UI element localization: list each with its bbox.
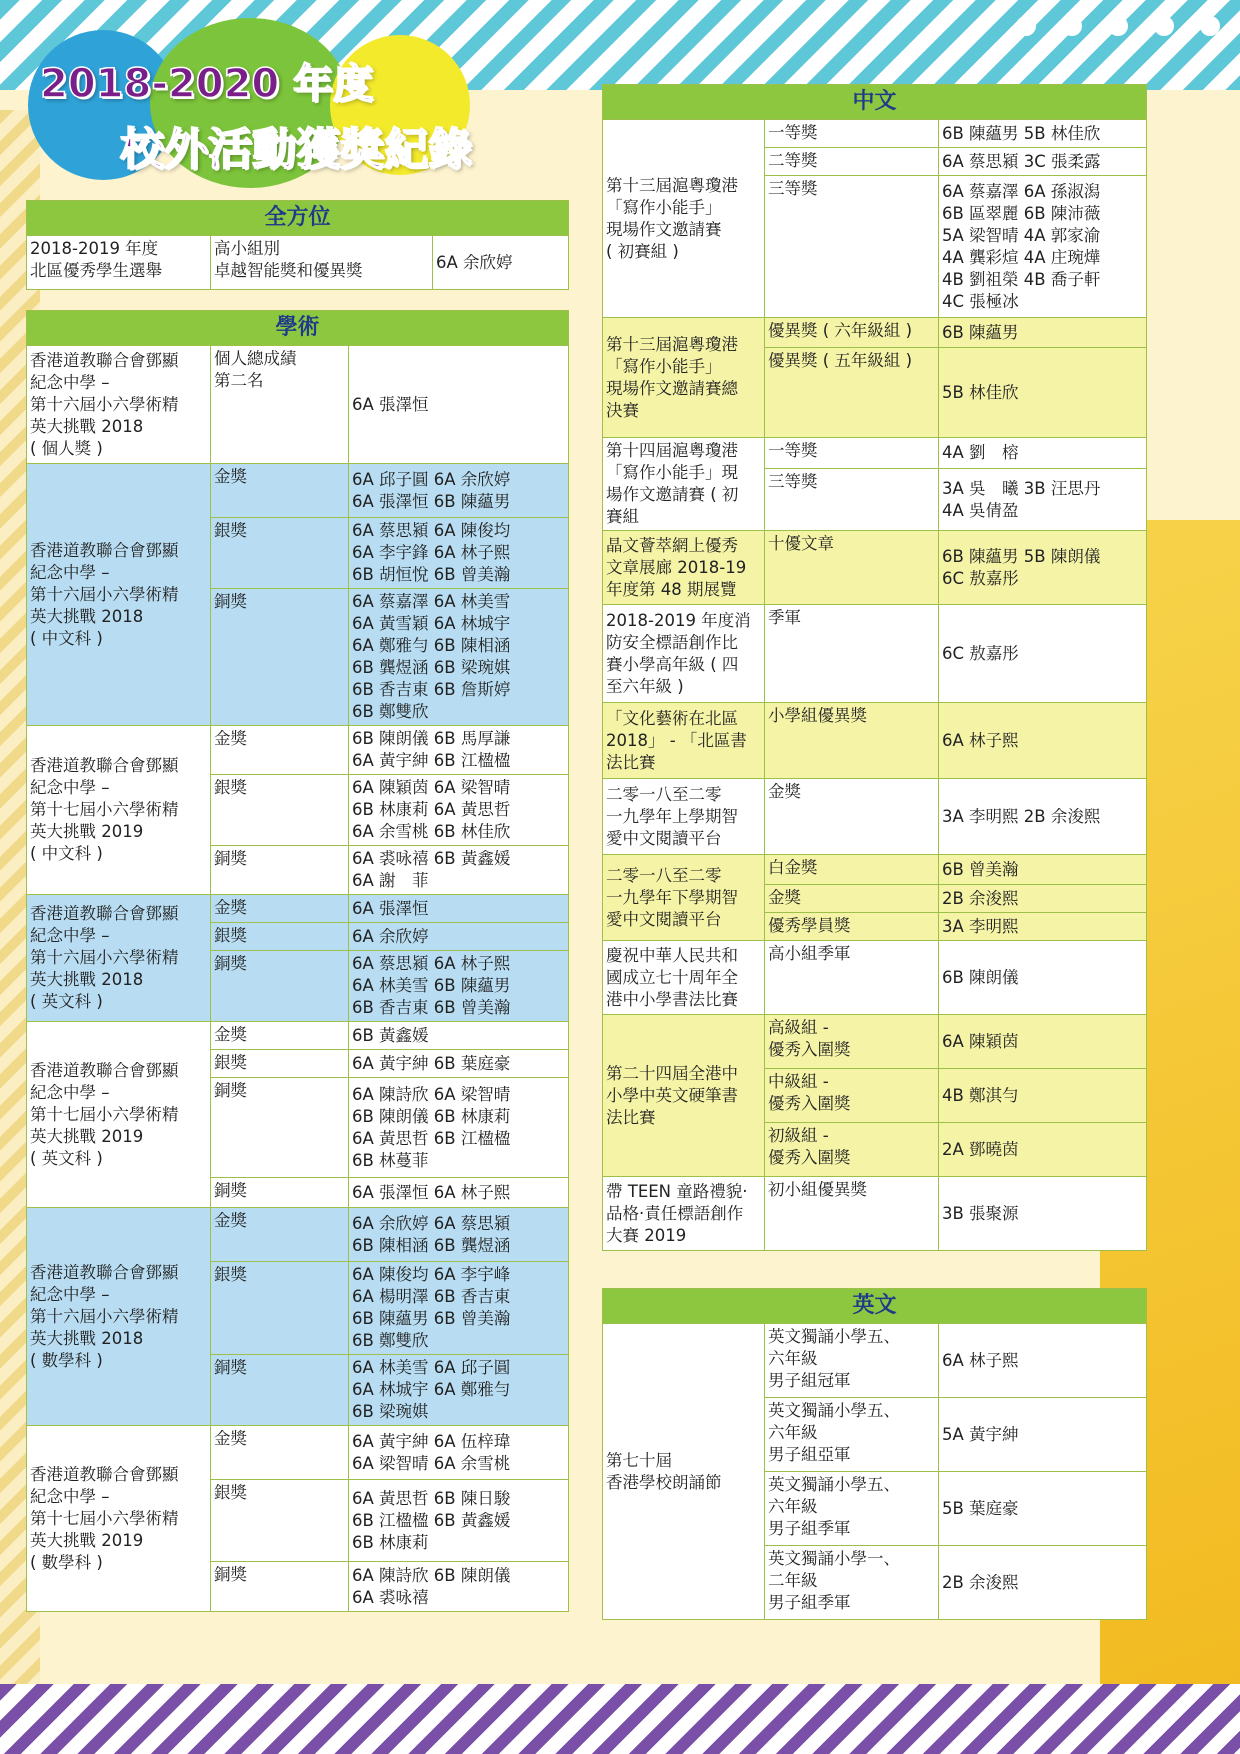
winner-names: 6A 蔡思潁 3C 張柔露	[939, 148, 1147, 176]
table-row	[603, 531, 1147, 605]
winner-names: 6A 陳穎茵	[939, 1015, 1147, 1069]
winner-names: 6A 蔡思潁 6A 林子熙 6A 林美雪 6B 陳蘊男 6B 香吉東 6B 曾美瀚	[349, 951, 569, 1022]
award-name: 銅獎	[211, 1562, 349, 1612]
award-name: 英文獨誦小學一、 二年級 男子組季軍	[765, 1546, 939, 1620]
competition-name: 香港道教聯合會鄧顯 紀念中學 – 第十七屆小六學術精 英大挑戰 2019 ( 英文科 )	[27, 1022, 211, 1208]
academic-header: 學術	[27, 311, 569, 346]
winner-names: 6A 陳詩欣 6B 陳朗儀 6A 裘咏禧	[349, 1562, 569, 1612]
winner-names: 6A 余欣婷 6A 蔡思潁 6B 陳相涵 6B 龔煜涵	[349, 1208, 569, 1262]
table-row	[603, 855, 1147, 885]
award-name: 三等獎	[765, 469, 939, 531]
award-name: 金獎	[211, 895, 349, 923]
award-name: 優異獎 ( 五年級組 )	[765, 348, 939, 438]
winner-names: 4B 鄭淇勻	[939, 1069, 1147, 1123]
award-name: 初級組 - 優秀入圍獎	[765, 1123, 939, 1177]
winner-names: 6A 蔡嘉澤 6A 孫淑潟 6B 區翠麗 6B 陳沛薇 5A 梁智晴 4A 郭家渝 4A 龔彩煊 4A 庄琬燁 4B 劉祖榮 4B 喬子軒 4C 張極冰	[939, 176, 1147, 318]
winner-names: 6A 邱子圓 6A 余欣婷 6A 張澤恒 6B 陳蘊男	[349, 464, 569, 518]
table-row	[603, 703, 1147, 779]
table-row	[27, 346, 569, 464]
title-line-2: 校外活動獲獎紀錄	[120, 124, 472, 175]
award-name: 英文獨誦小學五、 六年級 男子組冠軍	[765, 1324, 939, 1398]
table-row	[603, 1015, 1147, 1069]
winner-names: 6B 陳蘊男	[939, 318, 1147, 348]
competition-name: 晶文薈萃網上優秀 文章展廊 2018-19 年度第 48 期展覽	[603, 531, 765, 605]
competition-name: 香港道教聯合會鄧顯 紀念中學 – 第十六屆小六學術精 英大挑戰 2018 ( 中文科 )	[27, 464, 211, 726]
award-name: 金獎	[765, 885, 939, 913]
award-name: 高小組季軍	[765, 941, 939, 1015]
academic-table	[26, 310, 569, 1612]
award-name: 初小組優異獎	[765, 1177, 939, 1251]
winner-names: 6A 蔡思潁 6A 陳俊均 6A 李宇鋒 6A 林子熙 6B 胡恒悅 6B 曾美瀚	[349, 518, 569, 589]
winner-names: 5B 葉庭豪	[939, 1472, 1147, 1546]
table-row	[603, 1177, 1147, 1251]
chinese-table	[602, 84, 1147, 1251]
award-name: 金獎	[211, 1022, 349, 1050]
award-name: 銀獎	[211, 923, 349, 951]
award-name: 銀獎	[211, 1262, 349, 1355]
award-name: 金獎	[211, 1426, 349, 1480]
award-name: 一等獎	[765, 120, 939, 148]
award-name: 金獎	[211, 464, 349, 518]
winner-names: 6A 張澤恒 6A 林子熙	[349, 1178, 569, 1208]
award-name: 銅獎	[211, 951, 349, 1022]
award-name: 英文獨誦小學五、 六年級 男子組季軍	[765, 1472, 939, 1546]
award-name: 一等獎	[765, 438, 939, 469]
winner-names: 6A 張澤恒	[349, 346, 569, 464]
winner-names: 4A 劉 榕	[939, 438, 1147, 469]
winner-names: 6A 林美雪 6A 邱子圓 6A 林城宇 6A 鄭雅勻 6B 梁琬娸	[349, 1355, 569, 1426]
winner-names: 6A 陳俊均 6A 李宇峰 6A 楊明澤 6B 香吉東 6B 陳蘊男 6B 曾美瀚 6B 鄭雙欣	[349, 1262, 569, 1355]
award-name: 優異獎 ( 六年級組 )	[765, 318, 939, 348]
award-name: 金獎	[211, 726, 349, 775]
competition-name: 香港道教聯合會鄧顯 紀念中學 – 第十七屆小六學術精 英大挑戰 2019 ( 中文科 )	[27, 726, 211, 895]
award-name: 銀獎	[211, 775, 349, 846]
award-name: 銅獎	[211, 589, 349, 726]
winner-names: 6A 陳穎茵 6A 梁智晴 6B 林康莉 6A 黃思哲 6A 余雪桃 6B 林佳欣	[349, 775, 569, 846]
winner-names: 3B 張聚源	[939, 1177, 1147, 1251]
competition-name: 香港道教聯合會鄧顯 紀念中學 – 第十六屆小六學術精 英大挑戰 2018 ( 英文科 )	[27, 895, 211, 1022]
award-name: 銅獎	[211, 1178, 349, 1208]
winner-names: 6B 陳朗儀 6B 馬厚謙 6A 黃宇紳 6B 江楹楹	[349, 726, 569, 775]
award-name: 白金獎	[765, 855, 939, 885]
winner-names: 6A 蔡嘉澤 6A 林美雪 6A 黃雪穎 6A 林城宇 6A 鄭雅勻 6B 陳相涵 6B 龔煜涵 6B 梁琬娸 6B 香吉東 6B 詹斯婷 6B 鄭雙欣	[349, 589, 569, 726]
award-name: 銀獎	[211, 518, 349, 589]
winner-names: 6A 裘咏禧 6B 黃鑫媛 6A 謝 菲	[349, 846, 569, 895]
competition-name: 香港道教聯合會鄧顯 紀念中學 – 第十六屆小六學術精 英大挑戰 2018 ( 數學科 )	[27, 1208, 211, 1426]
award-name: 金獎	[765, 779, 939, 855]
competition-name: 慶祝中華人民共和 國成立七十周年全 港中小學書法比賽	[603, 941, 765, 1015]
table-row	[603, 318, 1147, 348]
award-name: 銅獎	[211, 1078, 349, 1178]
award-name: 銅獎	[211, 846, 349, 895]
table-row	[27, 464, 569, 518]
competition-name: 第七十屆 香港學校朗誦節	[603, 1324, 765, 1620]
competition-name: 第十三屆滬粵瓊港 「寫作小能手」 現場作文邀請賽 ( 初賽組 )	[603, 120, 765, 318]
award-name: 季軍	[765, 605, 939, 703]
award-name: 英文獨誦小學五、 六年級 男子組亞軍	[765, 1398, 939, 1472]
table-row	[603, 779, 1147, 855]
winner-names: 6A 林子熙	[939, 1324, 1147, 1398]
competition-name: 二零一八至二零 一九學年下學期智 愛中文閱讀平台	[603, 855, 765, 941]
award-name: 銅獎	[211, 1355, 349, 1426]
award-name: 中級組 - 優秀入圍獎	[765, 1069, 939, 1123]
competition-name: 帶 TEEN 童路禮貌· 品格·責任標語創作 大賽 2019	[603, 1177, 765, 1251]
winner-names: 6B 黃鑫媛	[349, 1022, 569, 1050]
award-name: 銀獎	[211, 1480, 349, 1562]
winner-names: 6B 陳蘊男 5B 林佳欣	[939, 120, 1147, 148]
table-row	[27, 1208, 569, 1262]
competition-name: 香港道教聯合會鄧顯 紀念中學 – 第十七屆小六學術精 英大挑戰 2019 ( 數學科 )	[27, 1426, 211, 1612]
winner-names: 6A 黃宇紳 6A 伍梓瑋 6A 梁智晴 6A 余雪桃	[349, 1426, 569, 1480]
competition-name: 第十三屆滬粵瓊港 「寫作小能手」 現場作文邀請賽總 決賽	[603, 318, 765, 438]
award-name: 高級組 - 優秀入圍獎	[765, 1015, 939, 1069]
competition-name: 第十四屆滬粵瓊港 「寫作小能手」現 場作文邀請賽 ( 初 賽組	[603, 438, 765, 531]
table-row	[27, 236, 569, 290]
award-name: 個人總成績 第二名	[211, 346, 349, 464]
winner-names: 5B 林佳欣	[939, 348, 1147, 438]
winner-names: 6A 黃宇紳 6B 葉庭豪	[349, 1050, 569, 1078]
award-name: 銀獎	[211, 1050, 349, 1078]
winner-names: 2B 余浚熙	[939, 1546, 1147, 1620]
award-name: 小學組優異獎	[765, 703, 939, 779]
award-name: 優秀學員獎	[765, 913, 939, 941]
competition-name: 第二十四屆全港中 小學中英文硬筆書 法比賽	[603, 1015, 765, 1177]
allround-header: 全方位	[27, 201, 569, 236]
award-name: 高小組別 卓越智能獎和優異獎	[211, 236, 433, 290]
table-row	[27, 726, 569, 775]
winner-names: 6B 陳蘊男 5B 陳朗儀 6C 敖嘉彤	[939, 531, 1147, 605]
bottom-stripes	[0, 1684, 1240, 1754]
winner-names: 6B 曾美瀚	[939, 855, 1147, 885]
table-row	[27, 1022, 569, 1050]
competition-name: 二零一八至二零 一九學年上學期智 愛中文閱讀平台	[603, 779, 765, 855]
competition-name: 「文化藝術在北區 2018」 - 「北區書 法比賽	[603, 703, 765, 779]
award-name: 金獎	[211, 1208, 349, 1262]
title-line-1: 2018-2020 年度	[40, 61, 374, 107]
english-table	[602, 1288, 1147, 1620]
winner-names: 6A 余欣婷	[433, 236, 569, 290]
winner-names: 5A 黃宇紳	[939, 1398, 1147, 1472]
page-title	[40, 52, 472, 177]
competition-name: 2018-2019 年度 北區優秀學生選舉	[27, 236, 211, 290]
table-row	[603, 941, 1147, 1015]
winner-names: 6C 敖嘉彤	[939, 605, 1147, 703]
chinese-header: 中文	[603, 85, 1147, 120]
english-header: 英文	[603, 1289, 1147, 1324]
winner-names: 6A 林子熙	[939, 703, 1147, 779]
winner-names: 6A 黃思哲 6B 陳日駿 6B 江楹楹 6B 黃鑫媛 6B 林康莉	[349, 1480, 569, 1562]
competition-name: 2018-2019 年度消 防安全標語創作比 賽小學高年級 ( 四 至六年級 )	[603, 605, 765, 703]
winner-names: 6A 張澤恒	[349, 895, 569, 923]
winner-names: 3A 李明熙	[939, 913, 1147, 941]
competition-name: 香港道教聯合會鄧顯 紀念中學 – 第十六屆小六學術精 英大挑戰 2018 ( 個人獎 )	[27, 346, 211, 464]
award-name: 十優文章	[765, 531, 939, 605]
table-row	[603, 605, 1147, 703]
allround-table	[26, 200, 569, 290]
winner-names: 6A 余欣婷	[349, 923, 569, 951]
award-name: 三等獎	[765, 176, 939, 318]
table-row	[603, 438, 1147, 469]
winner-names: 6A 陳詩欣 6A 梁智晴 6B 陳朗儀 6B 林康莉 6A 黃思哲 6B 江楹楹 6B 林蔓菲	[349, 1078, 569, 1178]
table-row	[27, 1426, 569, 1480]
winner-names: 3A 吳 曦 3B 汪思丹 4A 吳倩盈	[939, 469, 1147, 531]
table-row	[27, 895, 569, 923]
table-row	[603, 120, 1147, 148]
winner-names: 2B 余浚熙	[939, 885, 1147, 913]
winner-names: 6B 陳朗儀	[939, 941, 1147, 1015]
decor-dots	[1016, 16, 1220, 36]
award-name: 二等獎	[765, 148, 939, 176]
winner-names: 2A 鄧曉茵	[939, 1123, 1147, 1177]
table-row	[603, 1324, 1147, 1398]
winner-names: 3A 李明熙 2B 余浚熙	[939, 779, 1147, 855]
